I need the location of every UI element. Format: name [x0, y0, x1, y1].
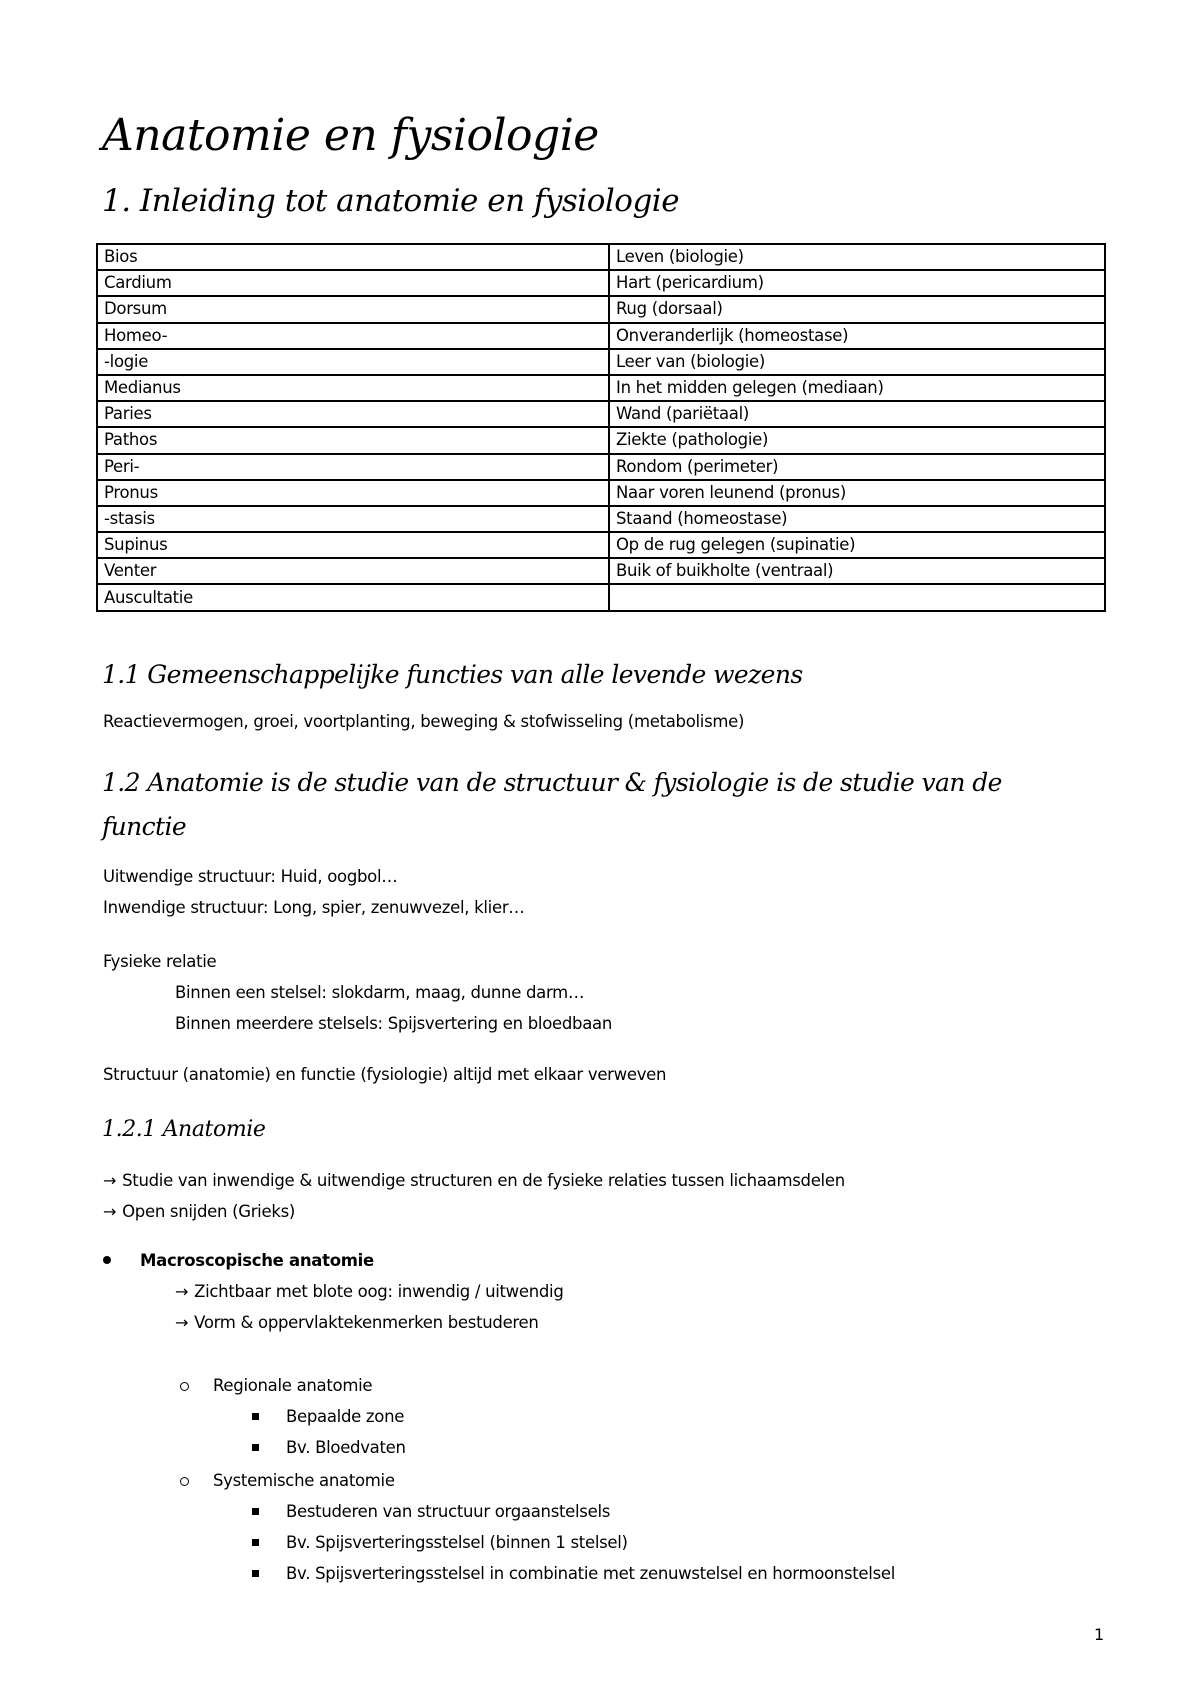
- term-cell: Paries: [97, 401, 609, 427]
- arrow-right-icon: →: [103, 1202, 117, 1221]
- bullet-square-icon: [252, 1539, 259, 1546]
- anatomy-point-2: [103, 1197, 295, 1227]
- table-row: [97, 480, 1105, 506]
- term-cell: Dorsum: [97, 296, 609, 322]
- within-many-systems-line: Binnen meerdere stelsels: Spijsvertering en bloedbaan: [175, 1014, 612, 1033]
- meaning-cell: Ziekte (pathologie): [609, 427, 1105, 453]
- chapter-heading: 1. Inleiding tot anatomie en fysiologie: [102, 183, 680, 219]
- meaning-cell: Leven (biologie): [609, 244, 1105, 270]
- vocabulary-table: [96, 243, 1106, 612]
- meaning-cell: Buik of buikholte (ventraal): [609, 558, 1105, 584]
- table-row: [97, 401, 1105, 427]
- arrow-right-icon: →: [175, 1313, 189, 1332]
- meaning-cell: Wand (pariëtaal): [609, 401, 1105, 427]
- arrow-right-icon: →: [175, 1282, 189, 1301]
- anatomy-point-1-text: Studie van inwendige & uitwendige structuren en de fysieke relaties tussen lichaamsdelen: [122, 1171, 845, 1190]
- document-title: Anatomie en fysiologie: [102, 110, 599, 161]
- term-cell: -stasis: [97, 506, 609, 532]
- section-1-1-text: Reactievermogen, groei, voortplanting, beweging & stofwisseling (metabolisme): [103, 712, 745, 731]
- macroscopic-sub-2-text: Vorm & oppervlaktekenmerken bestuderen: [194, 1313, 539, 1332]
- table-row: [97, 244, 1105, 270]
- page-number: 1: [1094, 1625, 1105, 1644]
- list-item: Bepaalde zone: [286, 1407, 405, 1426]
- term-cell: Venter: [97, 558, 609, 584]
- table-row: [97, 558, 1105, 584]
- list-item: Bestuderen van structuur orgaanstelsels: [286, 1502, 611, 1521]
- structure-function-summary: Structuur (anatomie) en functie (fysiologie) altijd met elkaar verweven: [103, 1065, 667, 1084]
- bullet-square-icon: [252, 1444, 259, 1451]
- term-cell: Pronus: [97, 480, 609, 506]
- macroscopic-sub-2: [175, 1308, 539, 1338]
- section-1-2-heading-line2: functie: [102, 812, 187, 841]
- table-row: [97, 296, 1105, 322]
- bullet-circle-icon: [180, 1477, 189, 1486]
- table-row: [97, 584, 1105, 610]
- term-cell: Cardium: [97, 270, 609, 296]
- term-cell: Pathos: [97, 427, 609, 453]
- section-1-2-heading-line1: 1.2 Anatomie is de studie van de structuur & fysiologie is de studie van de: [102, 768, 1002, 797]
- anatomy-point-2-text: Open snijden (Grieks): [122, 1202, 296, 1221]
- meaning-cell: In het midden gelegen (mediaan): [609, 375, 1105, 401]
- arrow-right-icon: →: [103, 1171, 117, 1190]
- meaning-cell: Op de rug gelegen (supinatie): [609, 532, 1105, 558]
- meaning-cell: Rondom (perimeter): [609, 454, 1105, 480]
- list-item: Bv. Spijsverteringsstelsel (binnen 1 stelsel): [286, 1533, 628, 1552]
- term-cell: Homeo-: [97, 323, 609, 349]
- bullet-square-icon: [252, 1508, 259, 1515]
- term-cell: -logie: [97, 349, 609, 375]
- macroscopic-sub-1-text: Zichtbaar met blote oog: inwendig / uitwendig: [194, 1282, 564, 1301]
- table-row: [97, 349, 1105, 375]
- term-cell: Medianus: [97, 375, 609, 401]
- term-cell: Auscultatie: [97, 584, 609, 610]
- list-item: Bv. Bloedvaten: [286, 1438, 406, 1457]
- bullet-square-icon: [252, 1413, 259, 1420]
- macroscopic-sub-1: [175, 1277, 564, 1307]
- physical-relation-label: Fysieke relatie: [103, 952, 217, 971]
- table-row: [97, 270, 1105, 296]
- table-row: [97, 323, 1105, 349]
- table-row: [97, 506, 1105, 532]
- bullet-dot-icon: [103, 1256, 111, 1264]
- meaning-cell: Onveranderlijk (homeostase): [609, 323, 1105, 349]
- meaning-cell: Naar voren leunend (pronus): [609, 480, 1105, 506]
- table-row: [97, 375, 1105, 401]
- meaning-cell: Rug (dorsaal): [609, 296, 1105, 322]
- regional-anatomy-label: Regionale anatomie: [213, 1376, 373, 1395]
- outer-structure-line: Uitwendige structuur: Huid, oogbol…: [103, 867, 398, 886]
- table-row: [97, 532, 1105, 558]
- bullet-square-icon: [252, 1570, 259, 1577]
- term-cell: Supinus: [97, 532, 609, 558]
- table-row: [97, 454, 1105, 480]
- meaning-cell: Staand (homeostase): [609, 506, 1105, 532]
- within-one-system-line: Binnen een stelsel: slokdarm, maag, dunne darm…: [175, 983, 585, 1002]
- inner-structure-line: Inwendige structuur: Long, spier, zenuwvezel, klier…: [103, 898, 525, 917]
- anatomy-point-1: [103, 1166, 845, 1196]
- list-item: Bv. Spijsverteringsstelsel in combinatie met zenuwstelsel en hormoonstelsel: [286, 1564, 895, 1583]
- macroscopic-anatomy-label: Macroscopische anatomie: [140, 1251, 374, 1270]
- table-row: [97, 427, 1105, 453]
- term-cell: Peri-: [97, 454, 609, 480]
- bullet-circle-icon: [180, 1382, 189, 1391]
- term-cell: Bios: [97, 244, 609, 270]
- section-1-2-1-heading: 1.2.1 Anatomie: [102, 1117, 266, 1142]
- meaning-cell: Leer van (biologie): [609, 349, 1105, 375]
- meaning-cell: Hart (pericardium): [609, 270, 1105, 296]
- systemic-anatomy-label: Systemische anatomie: [213, 1471, 395, 1490]
- meaning-cell: [609, 584, 1105, 610]
- section-1-1-heading: 1.1 Gemeenschappelijke functies van alle levende wezens: [102, 660, 803, 689]
